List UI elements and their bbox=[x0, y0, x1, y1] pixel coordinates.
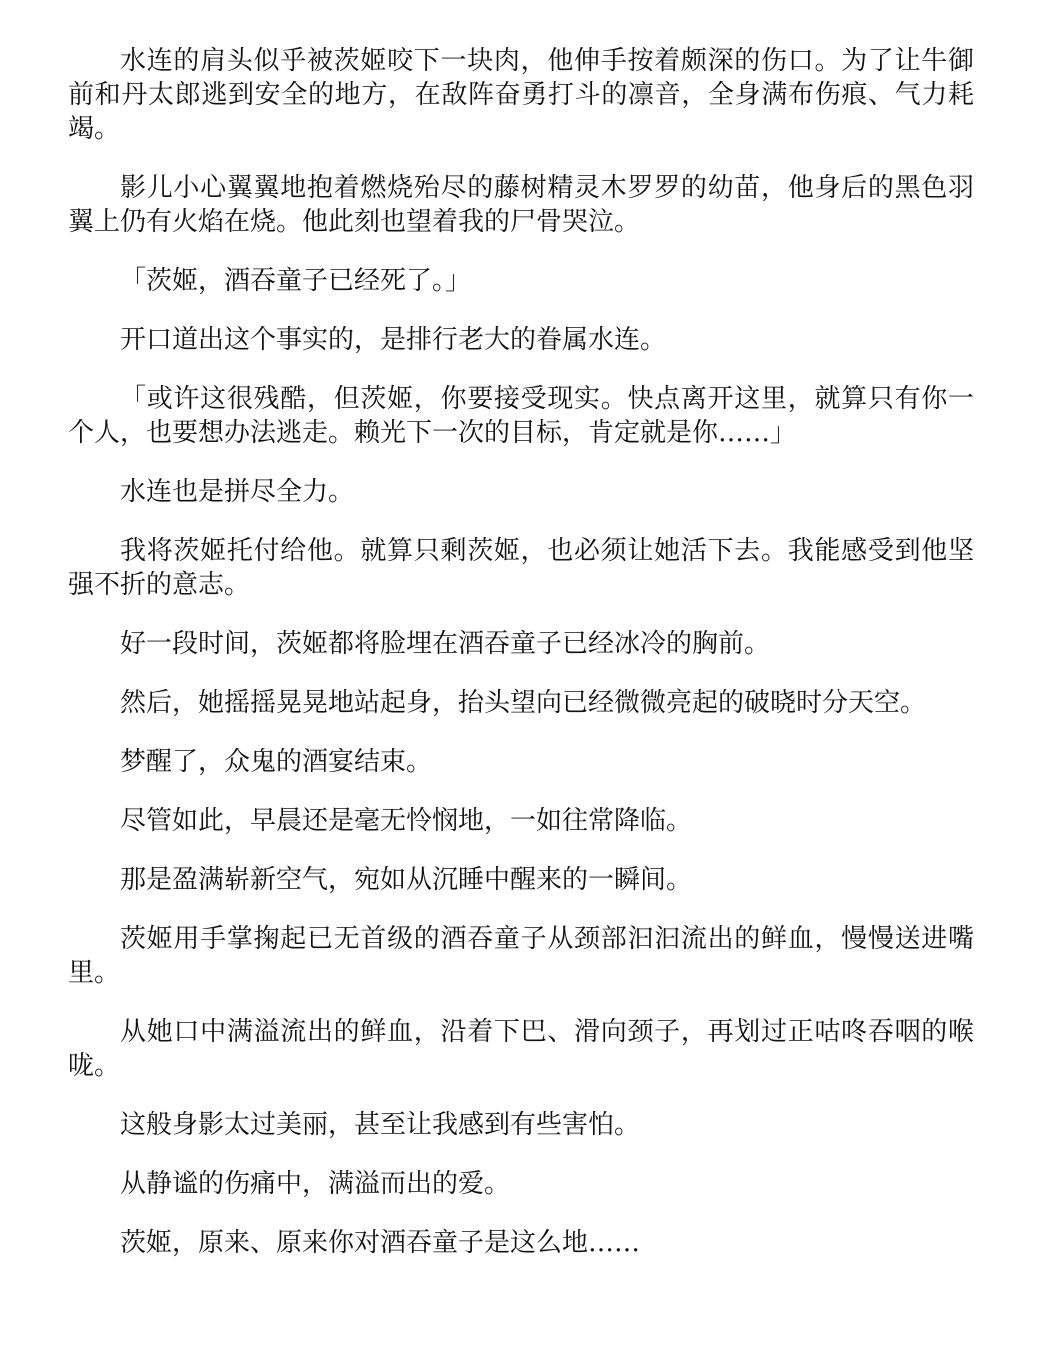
paragraph: 我将茨姬托付给他。就算只剩茨姬，也必须让她活下去。我能感受到他坚强不折的意志。 bbox=[68, 536, 974, 600]
paragraph: 从她口中满溢流出的鲜血，沿着下巴、滑向颈子，再划过正咕咚吞咽的喉咙。 bbox=[68, 1017, 974, 1081]
paragraph: 水连也是拼尽全力。 bbox=[120, 477, 355, 507]
paragraph: 茨姬，原来、原来你对酒吞童子是这么地…… bbox=[120, 1228, 641, 1258]
paragraph: 「或许这很残酷，但茨姬，你要接受现实。快点离开这里，就算只有你一个人，也要想办法逃走。赖光下一次的目标，肯定就是你……」 bbox=[68, 384, 974, 448]
paragraph: 影儿小心翼翼地抱着燃烧殆尽的藤树精灵木罗罗的幼苗，他身后的黑色羽翼上仍有火焰在烧。他此刻也望着我的尸骨哭泣。 bbox=[68, 173, 974, 237]
paragraph: 从静谧的伤痛中，满溢而出的爱。 bbox=[120, 1169, 511, 1199]
paragraph: 茨姬用手掌掬起已无首级的酒吞童子从颈部汩汩流出的鲜血，慢慢送进嘴里。 bbox=[68, 924, 974, 988]
paragraph: 那是盈满崭新空气，宛如从沉睡中醒来的一瞬间。 bbox=[120, 865, 693, 895]
paragraph: 梦醒了，众鬼的酒宴结束。 bbox=[120, 747, 433, 777]
paragraph: 尽管如此，早晨还是毫无怜悯地，一如往常降临。 bbox=[120, 806, 693, 836]
paragraph: 好一段时间，茨姬都将脸埋在酒吞童子已经冰冷的胸前。 bbox=[120, 629, 771, 659]
document-page bbox=[68, 44, 974, 1285]
paragraph: 然后，她摇摇晃晃地站起身，抬头望向已经微微亮起的破晓时分天空。 bbox=[120, 688, 927, 718]
paragraph: 「茨姬，酒吞童子已经死了。」 bbox=[120, 266, 472, 296]
paragraph: 开口道出这个事实的，是排行老大的眷属水连。 bbox=[120, 325, 667, 355]
paragraph: 这般身影太过美丽，甚至让我感到有些害怕。 bbox=[120, 1110, 641, 1140]
paragraph: 水连的肩头似乎被茨姬咬下一块肉，他伸手按着颇深的伤口。为了让牛御前和丹太郎逃到安全的地方，在敌阵奋勇打斗的凛音，全身满布伤痕、气力耗竭。 bbox=[68, 46, 974, 144]
